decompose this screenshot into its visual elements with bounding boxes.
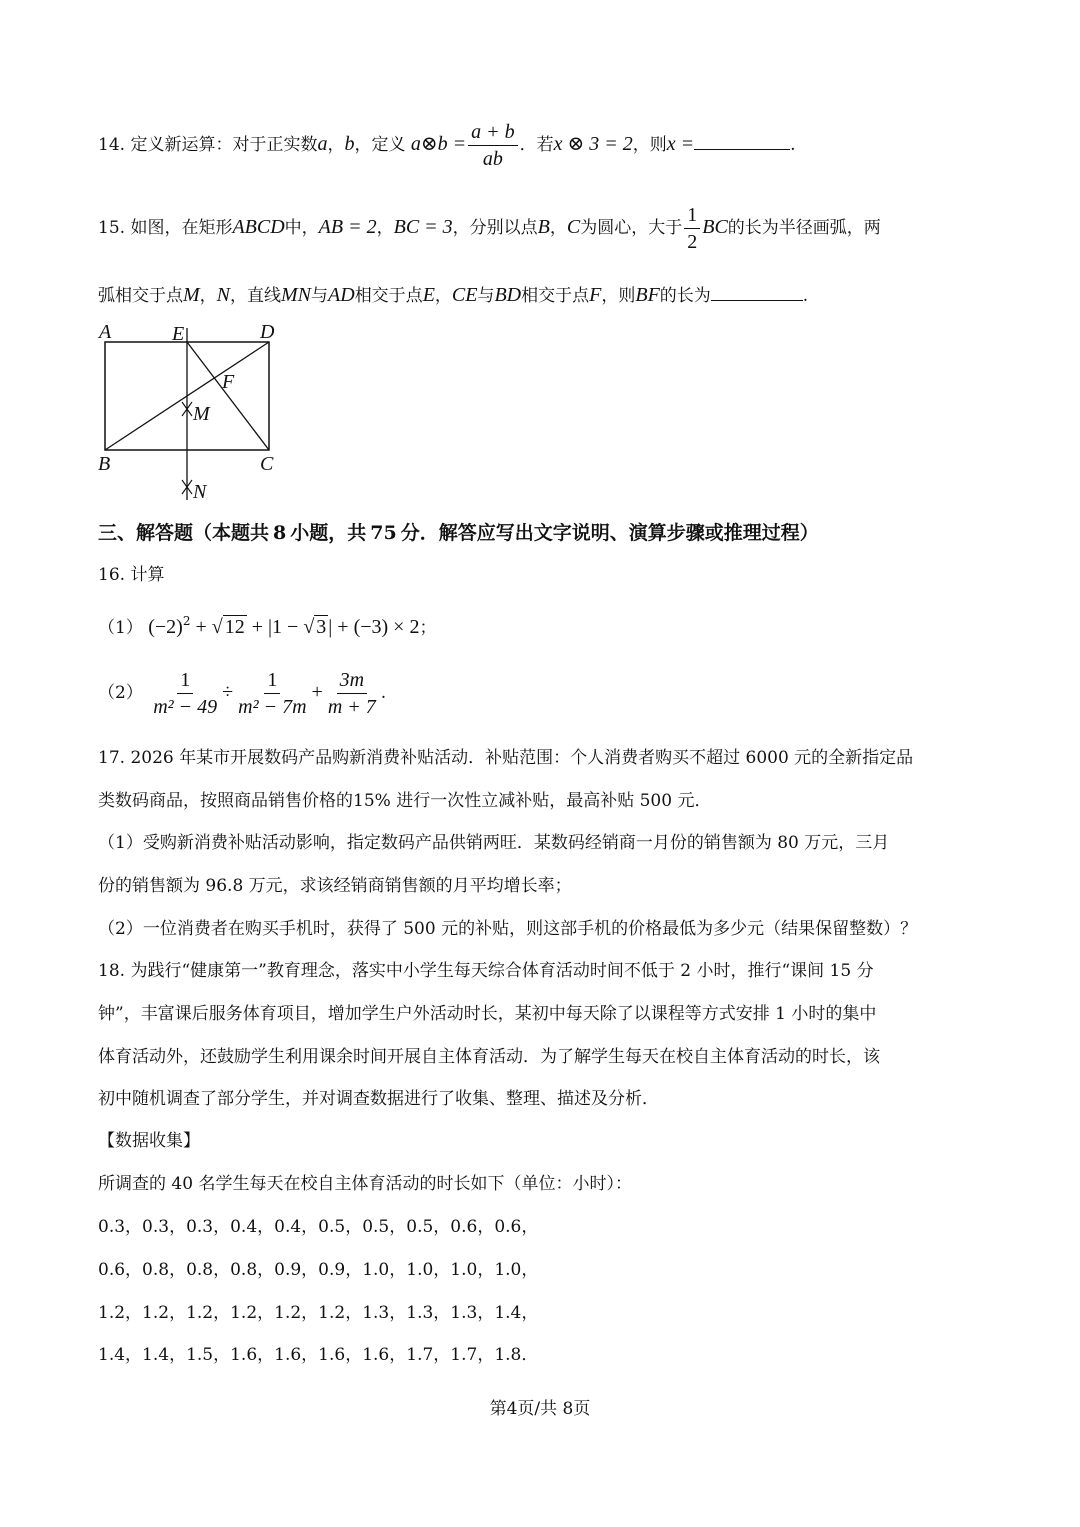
q18-line-3: 体育活动外，还鼓励学生利用课余时间开展自主体育活动．为了解学生每天在校自主体育活动的时长，该 <box>98 1047 880 1067</box>
q16-p1-sqrt12: 12 <box>224 616 245 638</box>
q14-number: 14. <box>98 135 126 155</box>
q14-sep: ， <box>327 135 345 155</box>
q15-point-n: N <box>216 284 231 306</box>
label-a: A <box>99 321 112 343</box>
q15-line-mn: MN <box>281 284 312 306</box>
q15-half-seg: BC <box>702 216 728 238</box>
q16-p1-exp: 2 <box>182 614 191 628</box>
q16-title: 16. 计算 <box>98 565 165 585</box>
q15-l2-e: 相交于点 <box>354 286 423 306</box>
q15-l2-h: 相交于点 <box>521 286 590 306</box>
q16-f3-num: 3m <box>337 670 367 694</box>
question-15-line-1 <box>98 205 881 252</box>
rectangle-figure <box>96 318 286 508</box>
q16-p1-sqrt3: 3 <box>316 616 327 638</box>
q14-text-3: ．若 <box>519 135 554 155</box>
q16-part-1: （1） $(-2)^2$ + √ 12 + |1 − √ 3 | + (−3) × 2； <box>98 614 437 638</box>
q15-bc: BC = 3 <box>393 216 453 238</box>
label-n: N <box>193 481 207 503</box>
q14-frac-num: a + b <box>468 122 518 146</box>
section-3-score: 75 <box>370 522 397 544</box>
q16-p1-label: （1） <box>98 618 143 638</box>
label-m: M <box>193 403 210 425</box>
q16-f1-den: m² − 49 <box>153 696 218 718</box>
q15-l2-i: ，则 <box>601 286 636 306</box>
q16-frac-2 <box>235 670 309 717</box>
q15-l2-f: ， <box>434 286 452 306</box>
q15-seg-bf: BF <box>635 284 660 306</box>
q14-op-lhs: a⊗b = <box>410 133 467 155</box>
q15-text-e: 为圆心，大于 <box>580 218 683 238</box>
label-e: E <box>172 323 185 345</box>
label-b: B <box>98 453 111 475</box>
q17-line-3: （1）受购新消费补贴活动影响，指定数码产品供销两旺．某数码经销商一月份的销售额为 80 万元，三月 <box>98 833 890 853</box>
q18-data-section: 【数据收集】 <box>98 1131 200 1151</box>
q14-text-2: ，定义 <box>354 135 406 155</box>
section-3-text-b: 小题，共 <box>290 522 367 544</box>
q16-p1-expr-a: (−2) <box>148 616 183 638</box>
q15-text-c: ，分别以点 <box>452 218 538 238</box>
section-3-heading <box>98 524 819 543</box>
q14-text-4: ，则 <box>632 135 667 155</box>
q15-seg-bd: BD <box>494 284 522 306</box>
q16-f1-num: 1 <box>177 670 193 694</box>
label-f: F <box>222 371 235 393</box>
q15-seg-ce: CE <box>451 284 478 306</box>
q17-line-5: （2）一位消费者在购买手机时，获得了 500 元的补贴，则这部手机的价格最低为多少元（结果保留整数）？ <box>98 919 918 939</box>
q15-l2-a: 弧相交于点 <box>98 286 183 306</box>
q14-text: 定义新运算：对于正实数 <box>130 135 318 155</box>
q18-line-4: 初中随机调查了部分学生，并对调查数据进行了收集、整理、描述及分析． <box>98 1089 659 1109</box>
q16-frac-1 <box>150 670 220 717</box>
question-15-line-2 <box>98 284 808 305</box>
label-c: C <box>260 453 274 475</box>
q15-answer-blank <box>711 284 803 301</box>
q14-fraction <box>468 122 518 169</box>
q17-line-1: 17. 2026 年某市开展数码产品购新消费补贴活动．补贴范围：个人消费者购买不超过 6000 元的全新指定品 <box>98 748 914 768</box>
q16-f2-den: m² − 7m <box>238 696 307 718</box>
q16-frac-3 <box>325 670 379 717</box>
q14-var-a: a <box>317 133 328 155</box>
q16-f2-num: 1 <box>264 670 280 694</box>
q15-l2-b: ， <box>199 286 217 306</box>
q15-half-den: 2 <box>687 231 698 253</box>
q15-point-c: C <box>566 216 581 238</box>
q15-text-b: 中， <box>284 218 319 238</box>
q16-part-2 <box>98 670 386 717</box>
q15-text-d: ， <box>549 218 567 238</box>
q14-answer-blank <box>694 133 790 150</box>
q15-rect-name: ABCD <box>232 216 285 238</box>
q15-l2-d: 与 <box>311 286 329 306</box>
q17-line-4: 份的销售额为 96.8 万元，求该经销商销售额的月平均增长率； <box>98 876 572 896</box>
section-3-text-a: 三、解答题（本题共 <box>98 522 270 544</box>
q15-l2-c: ，直线 <box>230 286 282 306</box>
q14-end: . <box>790 135 796 155</box>
q16-div: ÷ <box>222 681 234 703</box>
q16-f3-den: m + 7 <box>327 696 376 718</box>
q14-frac-den: ab <box>482 148 503 170</box>
q15-l2-j: 的长为 <box>659 286 711 306</box>
section-3-text-c: 分．解答应写出文字说明、演算步骤或推理过程） <box>400 522 819 544</box>
q16-p2-label: （2） <box>98 683 143 703</box>
q18-line-2: 钟”，丰富课后服务体育项目，增加学生户外活动时长，某初中每天除了以课程等方式安排 1 小时的集中 <box>98 1004 877 1024</box>
q15-half-num: 1 <box>684 205 700 229</box>
page-footer: 第4页/共 8页 <box>489 1399 591 1419</box>
q15-end: . <box>802 286 809 306</box>
q16-p2-end: . <box>380 683 387 703</box>
q15-number: 15. <box>98 218 126 238</box>
q15-half-fraction <box>684 205 700 252</box>
q15-l2-g: 与 <box>477 286 495 306</box>
q18-data-row-2: 0.6，0.8，0.8，0.8，0.9，0.9，1.0，1.0，1.0，1.0， <box>98 1260 539 1280</box>
section-3-count: 8 <box>273 522 287 544</box>
q15-text: 如图，在矩形 <box>130 218 233 238</box>
question-14 <box>98 122 796 169</box>
q16-p1-expr-b: + <box>190 616 212 638</box>
q16-plus: + <box>311 681 323 703</box>
q14-equation: x ⊗ 3 = 2 <box>553 133 633 155</box>
q15-seg-ad: AD <box>328 284 355 306</box>
q17-line-2: 类数码商品，按照商品销售价格的15% 进行一次性立减补贴，最高补贴 500 元． <box>98 791 712 811</box>
q18-intro: 所调查的 40 名学生每天在校自主体育活动的时长如下（单位：小时）： <box>98 1174 632 1194</box>
q15-comma: ， <box>376 218 394 238</box>
segment-ce <box>187 342 269 450</box>
q15-point-e: E <box>422 284 435 306</box>
q16-p1-end: ； <box>419 618 437 638</box>
q14-var-b: b <box>344 133 355 155</box>
q18-data-row-1: 0.3，0.3，0.3，0.4，0.4，0.5，0.5，0.5，0.6，0.6， <box>98 1217 539 1237</box>
q15-point-m: M <box>183 284 200 306</box>
q14-answer-var: x = <box>666 133 695 155</box>
q16-p1-expr-c: + |1 − <box>246 616 304 638</box>
q16-p1-expr-d: | + (−3) × 2 <box>328 616 420 638</box>
q18-data-row-3: 1.2，1.2，1.2，1.2，1.2，1.2，1.3，1.3，1.3，1.4， <box>98 1303 539 1323</box>
q18-line-1: 18. 为践行“健康第一”教育理念，落实中小学生每天综合体育活动时间不低于 2 小时，推行“课间 15 分 <box>98 961 874 981</box>
q15-point-b: B <box>537 216 550 238</box>
q15-point-f: F <box>589 284 602 306</box>
q15-text-f: 的长为半径画弧，两 <box>727 218 881 238</box>
label-d: D <box>260 321 275 343</box>
q15-ab: AB = 2 <box>318 216 377 238</box>
q18-data-row-4: 1.4，1.4，1.5，1.6，1.6，1.6，1.6，1.7，1.7，1.8． <box>98 1345 539 1365</box>
